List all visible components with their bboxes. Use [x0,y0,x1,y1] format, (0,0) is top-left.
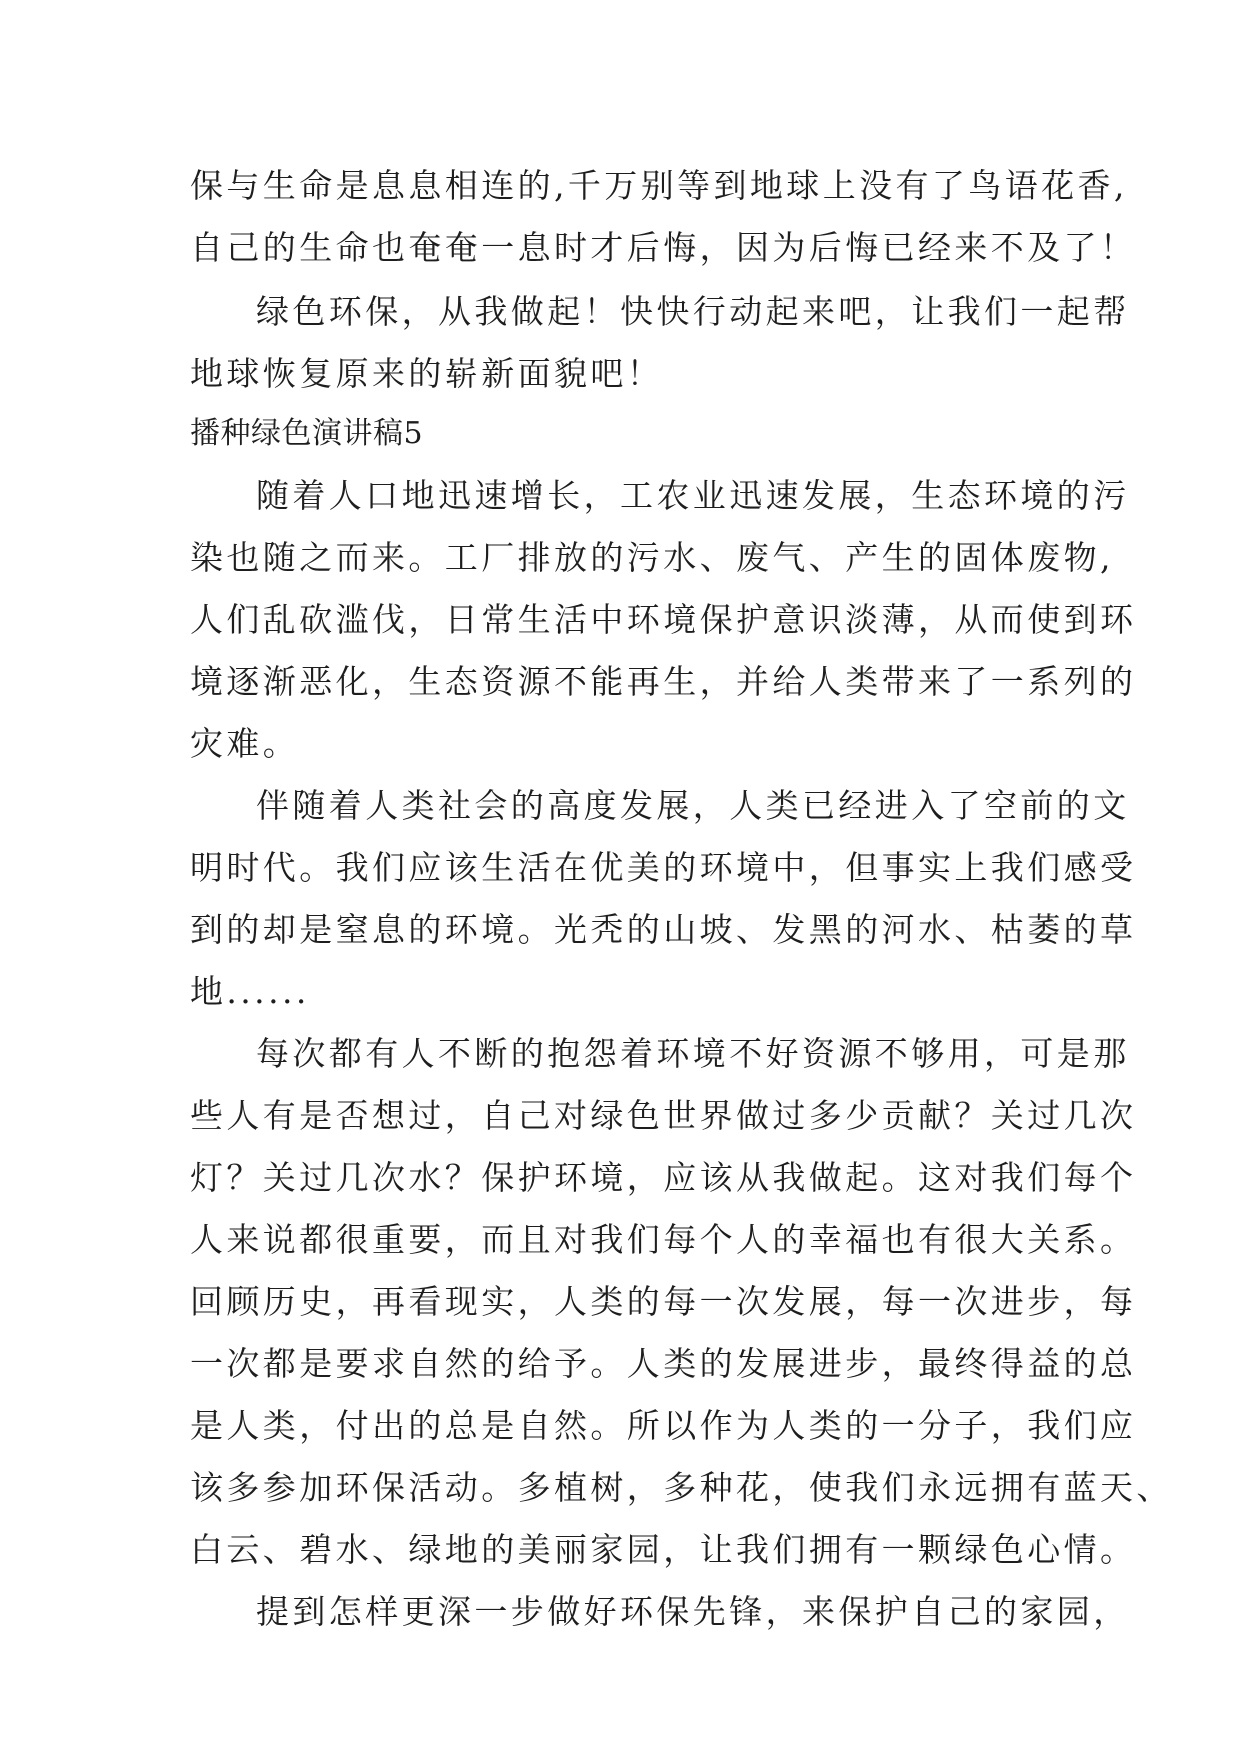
paragraph-first-line: 伴随着人类社会的高度发展，人类已经进入了空前的文 [256,786,1130,825]
text-line: 灯？关过几次水？保护环境，应该从我做起。这对我们每个 [190,1158,1137,1197]
text-line: 地...... [190,972,310,1011]
paragraph-first-line: 每次都有人不断的抱怨着环境不好资源不够用，可是那 [256,1034,1130,1073]
text-line: 白云、碧水、绿地的美丽家园，让我们拥有一颗绿色心情。 [190,1530,1137,1569]
text-line: 该多参加环保活动。多植树，多种花，使我们永远拥有蓝天、 [190,1468,1173,1507]
text-line: 是人类，付出的总是自然。所以作为人类的一分子，我们应 [190,1406,1137,1445]
text-line: 到的却是窒息的环境。光秃的山坡、发黑的河水、枯萎的草 [190,910,1137,949]
text-line: 回顾历史，再看现实，人类的每一次发展，每一次进步，每 [190,1282,1137,1321]
text-line: 人来说都很重要，而且对我们每个人的幸福也有很大关系。 [190,1220,1137,1259]
paragraph-first-line: 随着人口地迅速增长，工农业迅速发展，生态环境的污 [256,476,1130,515]
text-line: 明时代。我们应该生活在优美的环境中，但事实上我们感受 [190,848,1137,887]
paragraph-first-line: 绿色环保，从我做起！快快行动起来吧，让我们一起帮 [256,292,1130,331]
text-line: 一次都是要求自然的给予。人类的发展进步，最终得益的总 [190,1344,1137,1383]
section-heading: 播种绿色演讲稿5 [190,416,424,451]
text-line: 境逐渐恶化，生态资源不能再生，并给人类带来了一系列的 [190,662,1137,701]
text-line: 自己的生命也奄奄一息时才后悔，因为后悔已经来不及了！ [190,228,1137,267]
text-line: 染也随之而来。工厂排放的污水、废气、产生的固体废物, [190,538,1114,577]
paragraph-first-line: 提到怎样更深一步做好环保先锋，来保护自己的家园， [256,1592,1130,1631]
text-line: 保与生命是息息相连的,千万别等到地球上没有了鸟语花香, [190,166,1128,205]
text-line: 灾难。 [190,724,300,763]
text-line: 人们乱砍滥伐，日常生活中环境保护意识淡薄，从而使到环 [190,600,1137,639]
text-line: 些人有是否想过，自己对绿色世界做过多少贡献？关过几次 [190,1096,1137,1135]
text-line: 地球恢复原来的崭新面貌吧！ [190,354,664,393]
